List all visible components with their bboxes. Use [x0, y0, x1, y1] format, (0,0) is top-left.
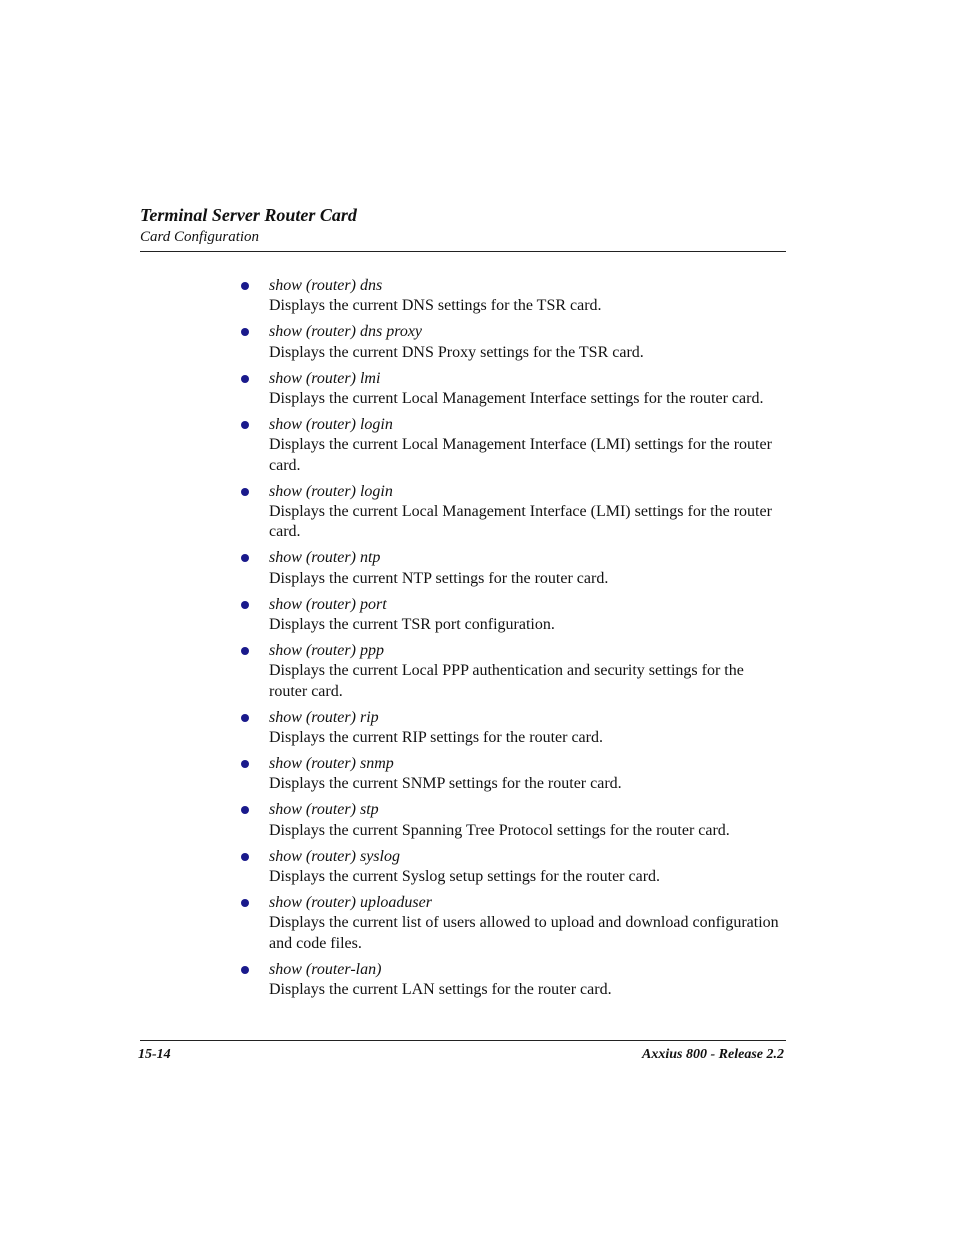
command-description: Displays the current TSR port configuration.	[269, 616, 555, 634]
command-description: Displays the current RIP settings for the router card.	[269, 729, 603, 747]
bullet-icon	[241, 899, 249, 907]
list-item	[236, 322, 786, 363]
bullet-icon	[241, 806, 249, 814]
bullet-icon	[241, 554, 249, 562]
bullet-icon	[241, 647, 249, 655]
list-item	[236, 369, 786, 410]
chapter-title: Terminal Server Router Card	[140, 205, 357, 225]
command-name: show (router) syslog	[269, 847, 400, 865]
command-name: show (router) login	[269, 415, 393, 433]
bullet-icon	[241, 760, 249, 768]
command-description: Displays the current Local Management Interface (LMI) settings for the router card.	[269, 436, 772, 474]
command-description: Displays the current Local PPP authentication and security settings for the router card.	[269, 662, 744, 700]
list-item	[236, 847, 786, 888]
command-description: Displays the current SNMP settings for the router card.	[269, 775, 622, 793]
bullet-icon	[241, 375, 249, 383]
command-description: Displays the current list of users allowed to upload and download configuration and code files.	[269, 914, 779, 952]
command-name: show (router) uploaduser	[269, 893, 432, 911]
bullet-icon	[241, 328, 249, 336]
command-name: show (router) ntp	[269, 549, 381, 567]
command-name: show (router) login	[269, 482, 393, 500]
command-name: show (router) port	[269, 595, 387, 613]
bullet-icon	[241, 488, 249, 496]
bullet-icon	[241, 282, 249, 290]
command-description: Displays the current NTP settings for the router card.	[269, 569, 609, 587]
command-name: show (router) rip	[269, 708, 379, 726]
command-description: Displays the current Local Management Interface settings for the router card.	[269, 390, 764, 408]
list-item	[236, 548, 786, 589]
list-item	[236, 960, 786, 1001]
command-description: Displays the current Local Management Interface (LMI) settings for the router card.	[269, 503, 772, 541]
list-item	[236, 595, 786, 636]
header-rule	[140, 251, 786, 252]
list-item	[236, 800, 786, 841]
command-name: show (router) ppp	[269, 642, 384, 659]
section-title: Card Configuration	[140, 229, 260, 245]
list-item	[236, 893, 786, 954]
list-item	[236, 276, 786, 317]
bullet-icon	[241, 714, 249, 722]
footer-rule	[140, 1040, 786, 1041]
page-number: 15-14	[138, 1047, 171, 1062]
command-name: show (router) stp	[269, 801, 379, 819]
list-item	[236, 754, 786, 795]
bullet-icon	[241, 601, 249, 609]
command-name: show (router) dns proxy	[269, 323, 423, 341]
list-item	[236, 415, 786, 476]
page-header	[140, 203, 786, 247]
command-description: Displays the current DNS settings for the TSR card.	[269, 297, 602, 315]
command-name: show (router) dns	[269, 277, 383, 294]
command-description: Displays the current Syslog setup settings for the router card.	[269, 868, 661, 886]
command-name: show (router-lan)	[269, 960, 382, 978]
command-description: Displays the current Spanning Tree Protocol settings for the router card.	[269, 821, 730, 839]
command-description: Displays the current LAN settings for the router card.	[269, 981, 612, 999]
list-item	[236, 641, 786, 702]
command-name: show (router) snmp	[269, 755, 394, 773]
list-item	[236, 482, 786, 543]
command-description: Displays the current DNS Proxy settings for the TSR card.	[269, 343, 644, 361]
bullet-icon	[241, 853, 249, 861]
command-list	[236, 276, 786, 1006]
bullet-icon	[241, 966, 249, 974]
document-title: Axxius 800 - Release 2.2	[642, 1047, 784, 1062]
list-item	[236, 708, 786, 749]
bullet-icon	[241, 421, 249, 429]
command-name: show (router) lmi	[269, 369, 381, 387]
